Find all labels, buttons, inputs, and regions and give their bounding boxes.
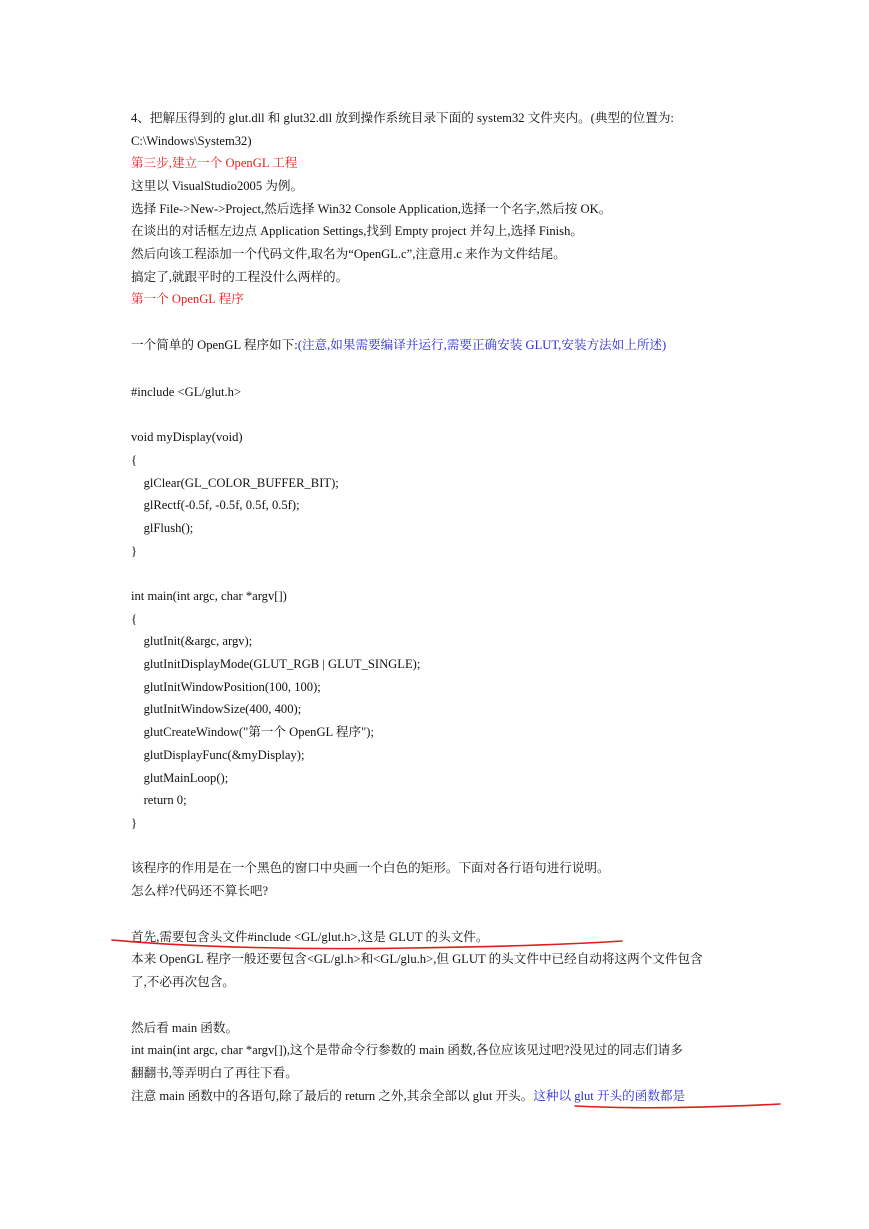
paragraph-line: 选择 File->New->Project,然后选择 Win32 Console Application,选择一个名字,然后按 OK。 (131, 202, 612, 216)
paragraph-line: 翻翻书,等弄明白了再往下看。 (131, 1066, 298, 1080)
paragraph-line: 然后向该工程添加一个代码文件,取名为“OpenGL.c”,注意用.c 来作为文件结尾。 (131, 247, 566, 261)
intro-line (131, 337, 666, 353)
paragraph-line: 然后看 main 函数。 (131, 1021, 239, 1035)
include-note-line: 首先,需要包含头文件#include <GL/glut.h>,这是 GLUT 的头文件。 (131, 930, 489, 944)
code-line: } (131, 816, 138, 830)
glut-note-highlight: 这种以 glut 开头的函数都是 (533, 1089, 686, 1103)
code-line: glutInitWindowPosition(100, 100); (131, 680, 321, 694)
code-line: glRectf(-0.5f, -0.5f, 0.5f, 0.5f); (131, 498, 300, 512)
red-underline-mark (575, 1104, 780, 1108)
code-line: } (131, 544, 138, 558)
paragraph-line: 怎么样?代码还不算长吧? (131, 884, 269, 898)
install-path-line: C:\Windows\System32) (131, 134, 252, 148)
code-line: int main(int argc, char *argv[]) (131, 589, 287, 603)
intro-text: 一个简单的 OpenGL 程序如下: (131, 338, 298, 352)
code-line: void myDisplay(void) (131, 430, 243, 444)
code-line: #include <GL/glut.h> (131, 385, 242, 399)
code-line: glutCreateWindow("第一个 OpenGL 程序"); (131, 725, 374, 739)
code-line: { (131, 612, 138, 626)
code-line: return 0; (131, 793, 187, 807)
paragraph-line: 该程序的作用是在一个黑色的窗口中央画一个白色的矩形。下面对各行语句进行说明。 (131, 861, 610, 875)
code-line: glutInitWindowSize(400, 400); (131, 702, 302, 716)
paragraph-line: 搞定了,就跟平时的工程没什么两样的。 (131, 270, 349, 284)
paragraph-line: 本来 OpenGL 程序一般还要包含<GL/gl.h>和<GL/glu.h>,但 GLUT 的头文件中已经自动将这两个文件包含 (131, 952, 703, 966)
step3-heading: 第三步,建立一个 OpenGL 工程 (131, 156, 298, 170)
first-program-heading: 第一个 OpenGL 程序 (131, 292, 244, 306)
code-line: glutDisplayFunc(&myDisplay); (131, 748, 305, 762)
code-line: glutMainLoop(); (131, 771, 229, 785)
code-line: glClear(GL_COLOR_BUFFER_BIT); (131, 476, 339, 490)
glut-note-line (131, 1088, 685, 1104)
install-step-line: 4、把解压得到的 glut.dll 和 glut32.dll 放到操作系统目录下面的 system32 文件夹内。(典型的位置为: (131, 111, 674, 125)
paragraph-line: 在谈出的对话框左边点 Application Settings,找到 Empty project 并勾上,选择 Finish。 (131, 224, 583, 238)
paragraph-line: 这里以 VisualStudio2005 为例。 (131, 179, 304, 193)
code-line: glutInitDisplayMode(GLUT_RGB | GLUT_SINGLE); (131, 657, 421, 671)
code-line: glutInit(&argc, argv); (131, 634, 253, 648)
install-note: (注意,如果需要编译并运行,需要正确安装 GLUT,安装方法如上所述) (297, 338, 667, 352)
glut-note-text: 注意 main 函数中的各语句,除了最后的 return 之外,其余全部以 glut 开头。 (131, 1089, 534, 1103)
paragraph-line: int main(int argc, char *argv[]),这个是带命令行参数的 main 函数,各位应该见过吧?没见过的同志们请多 (131, 1043, 683, 1057)
code-line: glFlush(); (131, 521, 194, 535)
code-line: { (131, 453, 138, 467)
paragraph-line: 了,不必再次包含。 (131, 975, 235, 989)
